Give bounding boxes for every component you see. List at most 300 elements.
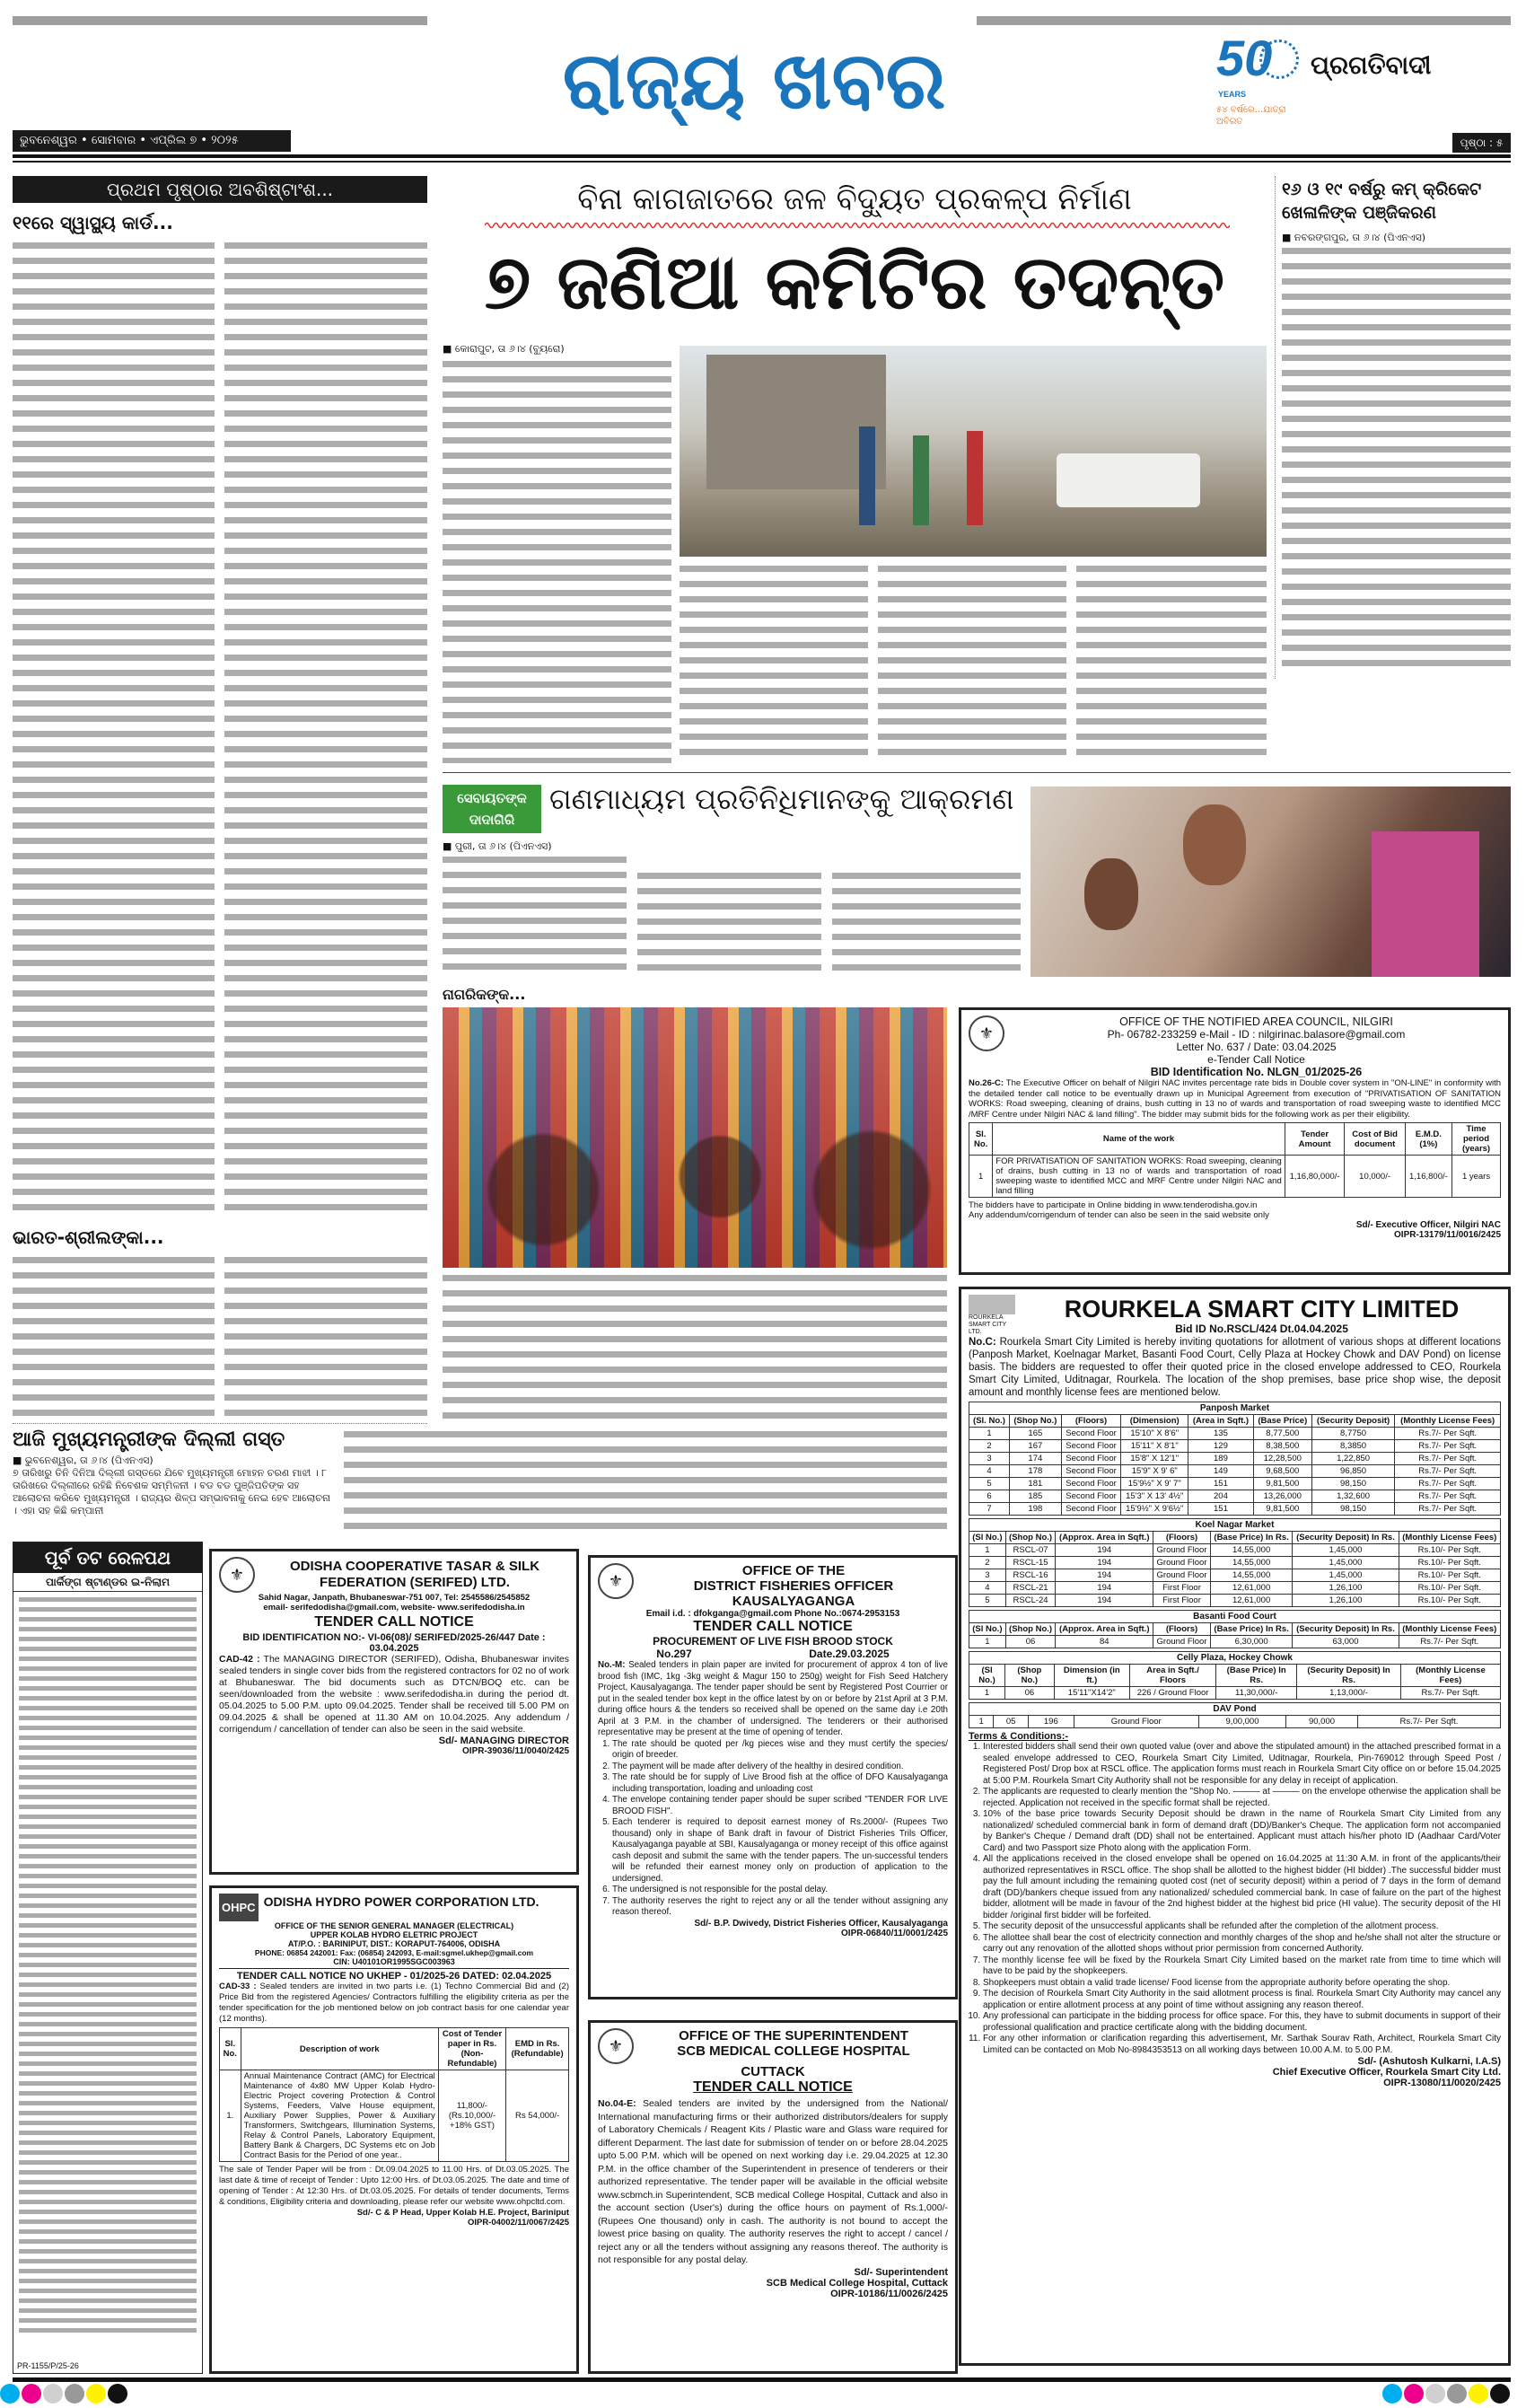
column-header: (Shop No.) bbox=[1005, 1623, 1056, 1636]
anniversary-logo bbox=[1216, 31, 1302, 131]
table-cell: 226 / Ground Floor bbox=[1129, 1687, 1215, 1700]
fisheries-contact: Email i.d. : dfokganga@gmail.com Phone No.:0674-2953153 bbox=[645, 1609, 900, 1619]
table-cell: 135 bbox=[1188, 1428, 1254, 1440]
table-cell: 4 bbox=[969, 1582, 1006, 1595]
data-table bbox=[969, 1702, 1501, 1728]
ohpc-body: Sealed tenders are invited in two parts i.e. (1) Techno Commercial Bid and (2) Price Bid from the registered Agencies/ Contractors fulfilling the eligibility criteria as per the tender specification for the job mentioned below on job contract basis for one calendar year (12 months). bbox=[219, 1982, 570, 2024]
sebayat-body-col3 bbox=[832, 873, 1021, 975]
column-header: (Base Price) In Rs. bbox=[1210, 1532, 1293, 1544]
data-table bbox=[969, 1651, 1501, 1700]
rourkela-body: Rourkela Smart City Limited is hereby inviting quotations for allotment of various shops at different locations (Panposh Market, Koelnagar Market, Basanti Food Court, Celly Plaza at Hockey Chowk and DAV Pond) on license basis. The bidders are requested to offer their quoted price in the closed envelope addressed to CEO, Rourkela Smart City Limited, Uditnagar, Rourkela. The location of the shop premises, base price shop wise, the deposit amount and monthly license fees are mentioned below. bbox=[969, 1337, 1501, 1398]
table-cell: 149 bbox=[1188, 1465, 1254, 1478]
serifed-lead: CAD-42 : bbox=[219, 1654, 260, 1665]
table-cell: 1 bbox=[969, 1156, 993, 1198]
table-cell: RSCL-21 bbox=[1005, 1582, 1056, 1595]
story-india-srilanka-body-col1 bbox=[13, 1257, 215, 1417]
table-cell: RSCL-24 bbox=[1005, 1595, 1056, 1607]
table-cell: 15'11"X14'2" bbox=[1054, 1687, 1129, 1700]
table-cell: 194 bbox=[1056, 1557, 1153, 1569]
table-cell: Second Floor bbox=[1061, 1428, 1121, 1440]
column-header: (Security Deposit) In Rs. bbox=[1293, 1532, 1399, 1544]
table-cell: 15'8" X 12'1" bbox=[1121, 1453, 1188, 1465]
odisha-seal-icon: ⚜ bbox=[598, 2028, 634, 2064]
list-item: 7. The monthly license fee will be fixed by the Rourkela Smart City Limited based on the market rate from time to time which will have to be paid by the shopkeepers. bbox=[983, 1955, 1501, 1978]
section-title: ରାଜ୍ୟ ଖବର bbox=[562, 36, 946, 126]
rourkela-logo: ROURKELA SMART CITY LTD. bbox=[969, 1295, 1015, 1336]
table-cell: 98,150 bbox=[1311, 1478, 1395, 1490]
ohpc-footer: The sale of Tender Paper will be from : Dt.09.04.2025 to 11.00 Hrs. of Dt.03.05.2025. The last date & time of receipt of Tender : Upto 12:00 Hrs. of Dt.03.05.2025. The date and time of opening of Tender : At 12:30 Hrs. of Dt.03.05.2025. For details of tender documents, Terms & conditions, Eligibility criteria and downloading, please refer our website www.ohpcltd.com. bbox=[219, 2165, 569, 2207]
table-cell: 12,61,000 bbox=[1210, 1582, 1293, 1595]
table-cell: 174 bbox=[1010, 1453, 1062, 1465]
nilgiri-bullet1: The bidders have to participate in Online bidding in www.tenderodisha.gov.in bbox=[969, 1200, 1258, 1210]
table-cell: 181 bbox=[1010, 1478, 1062, 1490]
ohpc-notice-title: TENDER CALL NOTICE NO UKHEP - 01/2025-26 DATED: 02.04.2025 bbox=[236, 1971, 552, 1982]
fisheries-body: Sealed tenders in plain paper are invited for procurement of approx 4 ton of live brood fish (IMC, 1kg -3kg weight & Magur 150 to 250g) weight for Fish Seed Hatchery Project, Kausalyaganga. The tender paper should be sent by Registered Post Courrier or put in the sealed tender box kept in the office latest by on or before by 21st April at 3 P.M. during office hours & the tenders so received shall be opened on the same day i.e 20th April at 3 P.M. in the chamber of undersigned. The tenderers or their authorised representative may be present at the time of opening of tender. bbox=[598, 1660, 948, 1737]
cricket-body bbox=[1282, 248, 1511, 673]
table-cell: 1 bbox=[969, 1428, 1010, 1440]
table-header-row bbox=[969, 1665, 1501, 1687]
scb-title1: OFFICE OF THE SUPERINTENDENT bbox=[679, 2028, 908, 2043]
column-header: Sl. No. bbox=[220, 2028, 241, 2070]
table-cell: 1,13,000/- bbox=[1297, 1687, 1401, 1700]
table-row bbox=[969, 1478, 1501, 1490]
rourkela-title: ROURKELA SMART CITY LIMITED bbox=[1064, 1296, 1460, 1323]
list-item: 3. The rate should be for supply of Live Brood fish at the office of DFO Kausalyaganga including transportation, loading and unloading cost bbox=[612, 1772, 948, 1795]
column-header: (Dimension) bbox=[1121, 1415, 1188, 1428]
serifed-notice bbox=[209, 1549, 579, 1875]
column-header: (Shop No.) bbox=[1010, 1415, 1062, 1428]
list-item: 1. The rate should be quoted per /kg pieces wise and they must certify the species/ origin of breeder. bbox=[612, 1739, 948, 1762]
footer-rule bbox=[13, 2377, 1511, 2382]
column-divider bbox=[1275, 176, 1276, 679]
list-item: 6. The allottee shall bear the cost of electricity connection and monthly charges of the shop and he/she shall not alter the structure or carry out any renovation of the allotted shops without prior permission from concerned Authority. bbox=[983, 1933, 1501, 1955]
left-banner: ପ୍ରଥମ ପୃଷ୍ଠାର ଅବଶିଷ୍ଟାଂଶ... bbox=[13, 176, 427, 203]
table-header-row bbox=[969, 1623, 1501, 1636]
sebayat-body-col2 bbox=[637, 873, 821, 975]
table-cell: RSCL-15 bbox=[1005, 1557, 1056, 1569]
table-cell: 7 bbox=[969, 1503, 1010, 1516]
story-health-card-body-col2 bbox=[224, 242, 427, 1217]
ohpc-line3: AT/P.O. : BARINIPUT, DIST.: KORAPUT-764006, ODISHA bbox=[287, 1939, 501, 1948]
print-marks-right bbox=[1382, 2384, 1512, 2408]
serifed-contact: email- serifedodisha@gmail.com, website- www.serifedodisha.in bbox=[263, 1603, 525, 1613]
table-cell: 196 bbox=[1029, 1716, 1074, 1728]
table-cell: 1. bbox=[220, 2070, 241, 2162]
table-cell: 1,26,100 bbox=[1293, 1595, 1399, 1607]
table-cell: 9,00,000 bbox=[1198, 1716, 1285, 1728]
rourkela-sign1: Sd/- (Ashutosh Kulkarni, I.A.S) bbox=[1357, 2056, 1501, 2067]
table-cell: 06 bbox=[1005, 1636, 1056, 1648]
list-item: 5. Each tenderer is required to deposit earnest money of Rs.2000/- (Rupees Two thousand) only in shape of Bank draft in favour of District Fisheries Trils Officer, Kausalyaganga payable at SBI, Kausalyaganga or money receipt of this office against cash deposit and submit the same with the tender papers. The un-successful tenders will be refunded their earnest money only on production of application to the undersigned. bbox=[612, 1817, 948, 1885]
nilgiri-bid-id: BID Identification No. NLGN_01/2025-26 bbox=[1150, 1066, 1363, 1078]
column-header: (Security Deposit) bbox=[1311, 1415, 1395, 1428]
cricket-story bbox=[1282, 178, 1511, 673]
main-kicker: ବିନା କାଗଜାତରେ ଜଳ ବିଦ୍ୟୁତ ପ୍ରକଳ୍ପ ନିର୍ମାଣ bbox=[577, 181, 1132, 217]
table-row bbox=[969, 1582, 1501, 1595]
railway-ad bbox=[13, 1542, 203, 2374]
column-header: Description of work bbox=[241, 2028, 438, 2070]
table-cell: 5 bbox=[969, 1595, 1006, 1607]
data-table bbox=[969, 1122, 1501, 1198]
page-number: ପୃଷ୍ଠା : ୫ bbox=[1452, 133, 1511, 153]
table-cell: 6 bbox=[969, 1490, 1010, 1503]
main-body-col2 bbox=[680, 566, 868, 763]
table-row bbox=[969, 1503, 1501, 1516]
list-item: 3. 10% of the base price towards Security Deposit should be drawn in the name of Rourkela Smart City Limited from any nationalized/ scheduled commercial bank in form of demand draft (DD)/Banker's Cheque. The application form not accompanied by Banker's Cheque / Demand draft (DD) shall not be entertained. Applicant must attach his/her photo ID (Aadhaar Card/Voter Card) and two Passport size Photo along with the application Form. bbox=[983, 1809, 1501, 1854]
table-cell: Rs.10/- Per Sqft. bbox=[1399, 1544, 1500, 1557]
ohpc-sign: Sd/- C & P Head, Upper Kolab H.E. Project, Bariniput bbox=[356, 2208, 569, 2218]
ohpc-title: ODISHA HYDRO POWER CORPORATION LTD. bbox=[263, 1894, 539, 1909]
ohpc-logo: OHPC bbox=[219, 1894, 259, 1921]
table-cell: 189 bbox=[1188, 1453, 1254, 1465]
odisha-seal-icon: ⚜ bbox=[969, 1015, 1004, 1051]
data-table bbox=[969, 1518, 1501, 1607]
table-cell: 2 bbox=[969, 1440, 1010, 1453]
fisheries-oipr: OIPR-06840/11/0001/2425 bbox=[841, 1928, 948, 1938]
data-table bbox=[219, 2027, 569, 2162]
fisheries-title3: KAUSALYAGANGA bbox=[732, 1594, 855, 1609]
table-cell: 14,55,000 bbox=[1210, 1544, 1293, 1557]
table-cell: 8,3850 bbox=[1311, 1440, 1395, 1453]
table-cell: 1,45,000 bbox=[1293, 1557, 1399, 1569]
serifed-address: Sahid Nagar, Janpath, Bhubaneswar-751 007, Tel: 2545586/2545852 bbox=[258, 1593, 531, 1603]
table-cell: 2 bbox=[969, 1557, 1006, 1569]
main-body-col1 bbox=[443, 361, 671, 763]
registration-dot bbox=[1404, 2384, 1424, 2404]
odisha-seal-icon: ⚜ bbox=[219, 1557, 255, 1593]
registration-dot bbox=[86, 2384, 106, 2404]
table-cell: 63,000 bbox=[1293, 1636, 1399, 1648]
list-item: 8. Shopkeepers must obtain a valid trade license/ Food license from the appropriate authority before operating the shop. bbox=[983, 1978, 1501, 1990]
table-cell: Rs.7/- Per Sqft. bbox=[1395, 1440, 1501, 1453]
fisheries-subject: PROCUREMENT OF LIVE FISH BROOD STOCK bbox=[653, 1635, 893, 1648]
table-cell: 15'9" X 9' 6" bbox=[1121, 1465, 1188, 1478]
table-cell: 151 bbox=[1188, 1503, 1254, 1516]
table-cell: 8,77,500 bbox=[1253, 1428, 1311, 1440]
table-cell: 1,26,100 bbox=[1293, 1582, 1399, 1595]
list-item: 5. The security deposit of the unsuccessful applicants shall be refunded after the completion of the allotment process. bbox=[983, 1921, 1501, 1933]
table-row bbox=[969, 1569, 1501, 1582]
header-rule-left bbox=[13, 16, 427, 25]
column-header: Cost of Bid document bbox=[1345, 1123, 1405, 1156]
logo-tagline: ୫୪ ବର୍ଷରେ...ଯାତ୍ରା ଅବିରତ bbox=[1216, 105, 1286, 127]
table-title: Panposh Market bbox=[969, 1402, 1501, 1414]
table-cell: 1,45,000 bbox=[1293, 1569, 1399, 1582]
fisheries-notice bbox=[588, 1555, 958, 1999]
table-cell: Second Floor bbox=[1061, 1440, 1121, 1453]
sebayat-tag: ସେବାୟତଙ୍କ ଦାଦାଗିରି bbox=[443, 785, 541, 833]
sebayat-body-block bbox=[443, 840, 627, 975]
scb-lead: No.04-E: bbox=[598, 2098, 636, 2109]
story-health-card-head: ୧୧ରେ ସ୍ୱାସ୍ଥ୍ୟ କାର୍ଡ... bbox=[13, 212, 173, 233]
table-cell: 204 bbox=[1188, 1490, 1254, 1503]
table-cell: 194 bbox=[1056, 1569, 1153, 1582]
scb-sign2: SCB Medical College Hospital, Cuttack bbox=[766, 2277, 948, 2289]
list-item: 4. All the applications received in the closed envelope shall be opened on 16.04.2025 at 11:30 A.M. in front of the applicants/their authorized representatives in RSCL office. The shop shall be allotted to the highest bidder (HI bidder) .The successful bidder must pay the full amount including the remaining quoted cost (net of security deposit) within a period of 7 days in the form of demand draft (DD)/bankers cheque issued from any nationalized/ scheduled commercial bank. In case of failure on the part of the highest bidder, allotment will be made in favour of the 2nd highest bidder at the highest bid price (HI value). The security deposit of the HI bidder /original first bidder will be forfeited. bbox=[983, 1854, 1501, 1921]
column-header: (Approx. Area in Sqft.) bbox=[1056, 1623, 1153, 1636]
table-cell: 9,81,500 bbox=[1253, 1503, 1311, 1516]
registration-dot bbox=[0, 2384, 20, 2404]
scb-title3: CUTTACK bbox=[741, 2064, 805, 2079]
masthead-rule bbox=[13, 154, 1511, 158]
registration-dot bbox=[65, 2384, 84, 2404]
nagarik-head: ନାଗରିକଙ୍କ... bbox=[443, 986, 526, 1003]
column-header: (Sl No.) bbox=[969, 1532, 1006, 1544]
table-cell: 06 bbox=[1005, 1687, 1055, 1700]
registration-dot bbox=[43, 2384, 63, 2404]
main-body-col3 bbox=[878, 566, 1066, 763]
serifed-sign: Sd/- MANAGING DIRECTOR bbox=[438, 1736, 569, 1746]
table-cell: 129 bbox=[1188, 1440, 1254, 1453]
table-header-row bbox=[969, 1415, 1501, 1428]
rourkela-notice bbox=[959, 1287, 1511, 2366]
registration-dot bbox=[22, 2384, 41, 2404]
table-row bbox=[969, 1453, 1501, 1465]
registration-dot bbox=[1382, 2384, 1402, 2404]
registration-dot bbox=[108, 2384, 127, 2404]
column-header: Area in Sqft./ Floors bbox=[1129, 1665, 1215, 1687]
table-cell: 178 bbox=[1010, 1465, 1062, 1478]
nilgiri-bullet2: Any addendum/corrigendum of tender can also be seen in the said website only bbox=[969, 1210, 1269, 1220]
column-header: Time period (years) bbox=[1452, 1123, 1501, 1156]
women-gathering-photo bbox=[443, 1007, 947, 1268]
table-cell: 15'11" X 8'1" bbox=[1121, 1440, 1188, 1453]
list-item: 4. The envelope containing tender paper should be super scribed "TENDER FOR LIVE BROOD FISH". bbox=[612, 1795, 948, 1817]
column-header: (Shop No.) bbox=[1005, 1532, 1056, 1544]
column-header: (Sl No.) bbox=[969, 1665, 1005, 1687]
scb-sign1: Sd/- Superintendent bbox=[854, 2266, 948, 2278]
story-cm-delhi-dateline: ■ ଭୁବନେଶ୍ୱର, ତା ୬।୪ (ପିଏନଏସ) bbox=[13, 1454, 153, 1466]
table-cell: 8,7750 bbox=[1311, 1428, 1395, 1440]
table-cell: Rs.10/- Per Sqft. bbox=[1399, 1557, 1500, 1569]
table-cell: 90,000 bbox=[1286, 1716, 1358, 1728]
column-header: E.M.D. (1%) bbox=[1405, 1123, 1451, 1156]
fisheries-points bbox=[598, 1739, 948, 1919]
table-row bbox=[969, 1428, 1501, 1440]
story-cm-delhi-body-cont bbox=[344, 1431, 947, 1530]
main-headline: ୭ ଜଣିଆ କମିଟିର ତଦନ୍ତ bbox=[484, 238, 1225, 326]
column-header: (Floors) bbox=[1153, 1623, 1211, 1636]
table-cell: 11,800/- (Rs.10,000/- +18% GST) bbox=[438, 2070, 505, 2162]
scb-body: Sealed tenders are invited by the undersigned from the National/ International manufacturing firms or their authorized distributors/dealers for supply of Laboratory Chemicals / Reagent Kits / Plastic ware and Glass ware required for different Deparment. The last date for submission of tender on or before 28.04.2025 upto 5.00 P.M. which will be opened on next working day i.e. 29.04.2025 at 12.30 P.M. in the office chamber of the Superintendent in presence of tenderers or their authorized representative. The tender paper will be available in the official website www.scbmch.in Superintendent, SCB medical College Hospital, Cuttack and also in the account section (User's) during the office hours on payment of Rs.1,000/- (Rupees One thousand) only in cash. The authority is not bound to accept the lowest price basing on quality. The authority reserves the right to accept / cancel / reject any or all the tenders without assigning any reasons thereof. The authority is not responsible for any postal delay. bbox=[598, 2098, 948, 2265]
masthead-rule-thin bbox=[13, 161, 1511, 163]
table-cell: 1,16,800/- bbox=[1405, 1156, 1451, 1198]
table-cell: 5 bbox=[969, 1478, 1010, 1490]
column-header: (Area in Sqft.) bbox=[1188, 1415, 1254, 1428]
list-item: 1. Interested bidders shall send their own quoted value (over and above the stipulated amount) in the attached prescribed format in a sealed envelope addressed to CEO, Rourkela Smart City Limited, Uditnagar, Rourkela, Pin-769012 through Speed Post / Registered Post/ Drop box at RSCL office. The application forms must reach in Rourkela Smart City office on or before 15.04.2025 at 5:00 P.M. Rourkela Smart City Authority shall not be responsible for any delay in receipt of application. bbox=[983, 1742, 1501, 1787]
terms-title: Terms & Conditions:- bbox=[969, 1731, 1069, 1742]
fisheries-number: No.297 bbox=[656, 1648, 692, 1660]
nilgiri-letter: Letter No. 637 / Date: 03.04.2025 bbox=[1176, 1041, 1337, 1053]
table-cell: Annual Maintenance Contract (AMC) for Electrical Maintenance of 4x80 MW Upper Kolab Hydro-Electric Project covering Protection & Control Systems, Feeders, Valve House equipment, Auxiliary Power Supplies, Power & Auxiliary Transformers, Switchgears, Illumination Systems, Relay & Control Panels, Laboratory Equipment, Battery Bank & Chargers, DC Systems etc on Job Contract Basis for the Period of one year.. bbox=[241, 2070, 438, 2162]
table-row bbox=[969, 1595, 1501, 1607]
fisheries-date: Date.29.03.2025 bbox=[809, 1648, 890, 1660]
table-cell: 194 bbox=[1056, 1544, 1153, 1557]
sebayat-headline: ଗଣମାଧ୍ୟମ ପ୍ରତିନିଧିମାନଙ୍କୁ ଆକ୍ରମଣ bbox=[549, 782, 1014, 816]
column-header: Sl. No. bbox=[969, 1123, 993, 1156]
table-cell: 14,55,000 bbox=[1210, 1557, 1293, 1569]
table-cell: 151 bbox=[1188, 1478, 1254, 1490]
registration-dot bbox=[1447, 2384, 1467, 2404]
serifed-notice-title: TENDER CALL NOTICE bbox=[314, 1614, 474, 1630]
table-cell: 12,28,500 bbox=[1253, 1453, 1311, 1465]
registration-dot bbox=[1425, 2384, 1445, 2404]
table-cell: Rs.7/- Per Sqft. bbox=[1395, 1490, 1501, 1503]
serifed-oipr: OIPR-39036/11/0040/2425 bbox=[462, 1746, 569, 1756]
story-india-srilanka-body-col2 bbox=[224, 1257, 427, 1417]
column-header: Cost of Tender paper in Rs. (Non-Refundable) bbox=[438, 2028, 505, 2070]
serifed-title: ODISHA COOPERATIVE TASAR & SILK FEDERATION (SERIFED) LTD. bbox=[289, 1559, 540, 1590]
column-header: (Floors) bbox=[1061, 1415, 1121, 1428]
divider bbox=[13, 1423, 427, 1424]
table-row bbox=[969, 1544, 1501, 1557]
nilgiri-sign: Sd/- Executive Officer, Nilgiri NAC bbox=[1355, 1220, 1501, 1230]
column-header: (Sl. No.) bbox=[969, 1415, 1010, 1428]
story-health-card-body-col1 bbox=[13, 242, 215, 1217]
scb-oipr: OIPR-10186/11/0026/2425 bbox=[830, 2288, 948, 2299]
table-cell: Rs.7/- Per Sqft. bbox=[1399, 1636, 1500, 1648]
emblem-icon bbox=[1259, 40, 1299, 79]
table-koel-nagar bbox=[969, 1518, 1501, 1607]
column-header: (Security Deposit) In Rs. bbox=[1297, 1665, 1401, 1687]
table-cell: Rs.10/- Per Sqft. bbox=[1399, 1582, 1500, 1595]
table-cell: Rs.10/- Per Sqft. bbox=[1399, 1569, 1500, 1582]
table-cell: 8,38,500 bbox=[1253, 1440, 1311, 1453]
table-cell: Rs 54,000/- bbox=[506, 2070, 569, 2162]
scb-notice bbox=[588, 2020, 958, 2374]
table-cell: First Floor bbox=[1153, 1595, 1211, 1607]
table-cell: Ground Floor bbox=[1074, 1716, 1198, 1728]
sebayat-dateline: ■ ପୁରୀ, ତା ୬।୪ (ପିଏନଏସ) bbox=[443, 840, 552, 852]
table-row bbox=[969, 1440, 1501, 1453]
table-cell: 05 bbox=[994, 1716, 1029, 1728]
table-cell: 1 bbox=[969, 1544, 1006, 1557]
table-cell: 3 bbox=[969, 1569, 1006, 1582]
column-header: (Monthly License Fees) bbox=[1395, 1415, 1501, 1428]
table-cell: 15'9½" X 9'6½" bbox=[1121, 1503, 1188, 1516]
column-header: (Monthly License Fees) bbox=[1399, 1623, 1500, 1636]
table-row bbox=[220, 2070, 569, 2162]
table-cell: 10,000/- bbox=[1345, 1156, 1405, 1198]
table-cell: 198 bbox=[1010, 1503, 1062, 1516]
table-cell: 167 bbox=[1010, 1440, 1062, 1453]
table-basanti bbox=[969, 1610, 1501, 1648]
ohpc-line4: PHONE: 06854 242001: Fax: (06854) 242093, E-mail:sgmel.ukhep@gmail.com bbox=[254, 1948, 534, 1957]
date-line: ଭୁବନେଶ୍ୱର • ସୋମବାର • ଏପ୍ରିଲ ୭ • ୨୦୨୫ bbox=[13, 130, 291, 152]
nilgiri-notice bbox=[959, 1007, 1511, 1275]
table-cell: 1 bbox=[969, 1636, 1006, 1648]
column-header: (Shop No.) bbox=[1005, 1665, 1055, 1687]
table-cell: Rs.7/- Per Sqft. bbox=[1395, 1503, 1501, 1516]
table-cell: Ground Floor bbox=[1153, 1544, 1211, 1557]
column-header: Tender Amount bbox=[1285, 1123, 1345, 1156]
rourkela-oipr: OIPR-13080/11/0020/2425 bbox=[1383, 2078, 1501, 2088]
sebayat-body-col1 bbox=[443, 857, 627, 975]
fisheries-title1: OFFICE OF THE bbox=[741, 1563, 846, 1578]
rourkela-bid-id: Bid ID No.RSCL/424 Dt.04.04.2025 bbox=[1175, 1323, 1348, 1335]
fisheries-sign: Sd/- B.P. Dwivedy, District Fisheries Officer, Kausalyaganga bbox=[694, 1918, 948, 1929]
table-row bbox=[969, 1465, 1501, 1478]
table-header-row bbox=[969, 1532, 1501, 1544]
table-cell: Rs.7/- Per Sqft. bbox=[1400, 1687, 1500, 1700]
table-cell: 96,850 bbox=[1311, 1465, 1395, 1478]
table-row bbox=[969, 1156, 1501, 1198]
table-cell: Ground Floor bbox=[1153, 1557, 1211, 1569]
table-cell: 1,45,000 bbox=[1293, 1544, 1399, 1557]
registration-dot bbox=[1490, 2384, 1510, 2404]
table-title: DAV Pond bbox=[969, 1702, 1501, 1715]
ohpc-notice bbox=[209, 1885, 579, 2374]
sebayat-photo bbox=[1030, 787, 1511, 977]
table-cell: 194 bbox=[1056, 1595, 1153, 1607]
story-cm-delhi bbox=[13, 1428, 338, 1537]
serifed-body: The MANAGING DIRECTOR (SERIFED), Odisha, Bhubaneswar invites sealed tenders in single cover bids from the registered contractors for 02 no of work at Bhubaneswar. The bid documents such as DTCN/BOQ etc. can be seen/downloaded from the website : www.serifedodisha.in during the period dt. 05.04.2025 to 5.00 P.M. upto 09.04.2025. Tender shall be received till 5.00 PM on 09.04.2025 & shall be opened at 11.30 AM on 10.04.2025. Any addendum / corrigendum / cancellation of tender can also be seen in the said website. bbox=[219, 1654, 569, 1735]
scb-title2: SCB MEDICAL COLLEGE HOSPITAL bbox=[677, 2043, 910, 2059]
list-item: 6. The undersigned is not responsible for the postal delay. bbox=[612, 1885, 948, 1896]
header-rule-right bbox=[977, 16, 1511, 25]
column-header: (Approx. Area in Sqft.) bbox=[1056, 1532, 1153, 1544]
table-cell: 1 bbox=[969, 1687, 1005, 1700]
railway-subtitle: ପାର୍କିଙ୍ଗ ଷ୍ଟାଣ୍ଡର ଇ-ନିଲାମ bbox=[13, 1573, 202, 1592]
table-cell: 9,68,500 bbox=[1253, 1465, 1311, 1478]
paper-name: ପ୍ରଗତିବାଦୀ bbox=[1311, 50, 1432, 80]
table-cell: Rs.10/- Per Sqft. bbox=[1399, 1595, 1500, 1607]
table-cell: Rs.7/- Per Sqft. bbox=[1395, 1428, 1501, 1440]
fisheries-lead: No.-M: bbox=[598, 1660, 626, 1670]
main-dateline: ■ କୋରାପୁଟ, ତା ୬।୪ (ବ୍ୟୁରୋ) bbox=[443, 343, 565, 355]
nilgiri-contact: Ph- 06782-233259 e-Mail - ID : nilgirinac.balasore@gmail.com bbox=[1107, 1028, 1406, 1041]
column-header: (Floors) bbox=[1153, 1532, 1211, 1544]
table-cell: Second Floor bbox=[1061, 1490, 1121, 1503]
table-cell: 1 years bbox=[1452, 1156, 1501, 1198]
table-cell: 12,61,000 bbox=[1210, 1595, 1293, 1607]
ohpc-line2: UPPER KOLAB HYDRO ELETRIC PROJECT bbox=[310, 1930, 478, 1939]
column-header: (Monthly License Fees) bbox=[1400, 1665, 1500, 1687]
table-cell: 14,55,000 bbox=[1210, 1569, 1293, 1582]
story-cm-delhi-body: ୭ ତାରିଖରୁ ତିନି ଦିନିଆ ଦିଲ୍ଲୀ ଗସ୍ତରେ ଯିବେ ମୁଖ୍ୟମନ୍ତ୍ରୀ ମୋହନ ଚରଣ ମାଝୀ । ୮ ତାରିଖରେ ଦିଲ୍ଲୀରେ ରହିଛି ନିବେଶକ ସମ୍ମିଳନୀ । ବଡ ବଡ ପୁଞ୍ଜିପତିଙ୍କ ସହ ଆଲୋଚନା କରିବେ ମୁଖ୍ୟମନ୍ତ୍ରୀ । ରାଜ୍ୟର ଶିଳ୍ପ ସମ୍ଭାବନାକୁ ନେଇ ହେବ ଆଲୋଚନା । ଏହା ସହ କିଛି କମ୍ପାନୀ bbox=[13, 1467, 330, 1516]
table-title: Celly Plaza, Hockey Chowk bbox=[969, 1651, 1501, 1664]
logo-years: 50 bbox=[1216, 30, 1273, 86]
table-cell: Rs.7/- Per Sqft. bbox=[1357, 1716, 1500, 1728]
serifed-bid-id: BID IDENTIFICATION NO:- VI-06(08)/ SERIFED/2025-26/447 Date : 03.04.2025 bbox=[242, 1632, 546, 1654]
table-cell: Rs.7/- Per Sqft. bbox=[1395, 1453, 1501, 1465]
table-row bbox=[969, 1557, 1501, 1569]
table-cell: 194 bbox=[1056, 1582, 1153, 1595]
table-cell: 3 bbox=[969, 1453, 1010, 1465]
table-cell: FOR PRIVATISATION OF SANITATION WORKS: Road sweeping, cleaning of drains, bush cutting in 13 no of wards and transportation of road sweeping waste to identified MCC and MRF Centre under Nilgiri NAC and land filling bbox=[993, 1156, 1285, 1198]
table-header-row bbox=[969, 1123, 1501, 1156]
column-header: (Base Price) In Rs. bbox=[1210, 1623, 1293, 1636]
rourkela-lead: No.C: bbox=[969, 1337, 996, 1348]
list-item: 2. The payment will be made after delivery of the healthy in desired condition. bbox=[612, 1762, 948, 1773]
table-cell: Rs.7/- Per Sqft. bbox=[1395, 1465, 1501, 1478]
table-cell: RSCL-07 bbox=[1005, 1544, 1056, 1557]
terms-list bbox=[969, 1742, 1501, 2056]
table-cell: Rs.7/- Per Sqft. bbox=[1395, 1478, 1501, 1490]
table-cell: 84 bbox=[1056, 1636, 1153, 1648]
ohpc-table bbox=[219, 2027, 569, 2162]
nilgiri-body: The Executive Officer on behalf of Nilgiri NAC invites percentage rate bids in Double cover system in "ON-LINE" in conformity with the detailed tender call notice to be eventually drawn up in Municipal Agreement from execution of "PRIVATISATION OF SANITATION WORKS: Road sweeping, cleaning of drains, bush cutting in 13 no of wards and transportation of road sweeping waste to identified MCC /MRF Centre under Nilgiri NAC & land filling". The bidder may submit bids for the following work as per their eligibility. bbox=[969, 1078, 1502, 1120]
scb-notice-title: TENDER CALL NOTICE bbox=[693, 2079, 853, 2095]
fisheries-title2: DISTRICT FISHERIES OFFICER bbox=[693, 1578, 894, 1594]
table-cell: 1 bbox=[969, 1716, 994, 1728]
table-cell: First Floor bbox=[1153, 1582, 1211, 1595]
list-item: 10. Any professional can participate in the bidding process for office space. For this, they have to submit documents in support of their professional qualification and practice certificate along with the bidding document. bbox=[983, 2011, 1501, 2034]
list-item: 7. The authority reserves the right to reject any or all the tender without assigning any reason thereof. bbox=[612, 1896, 948, 1919]
railway-ref: PR-1155/P/25-26 bbox=[17, 2361, 79, 2370]
table-cell: 15'9½" X 9' 7" bbox=[1121, 1478, 1188, 1490]
table-header-row bbox=[220, 2028, 569, 2070]
